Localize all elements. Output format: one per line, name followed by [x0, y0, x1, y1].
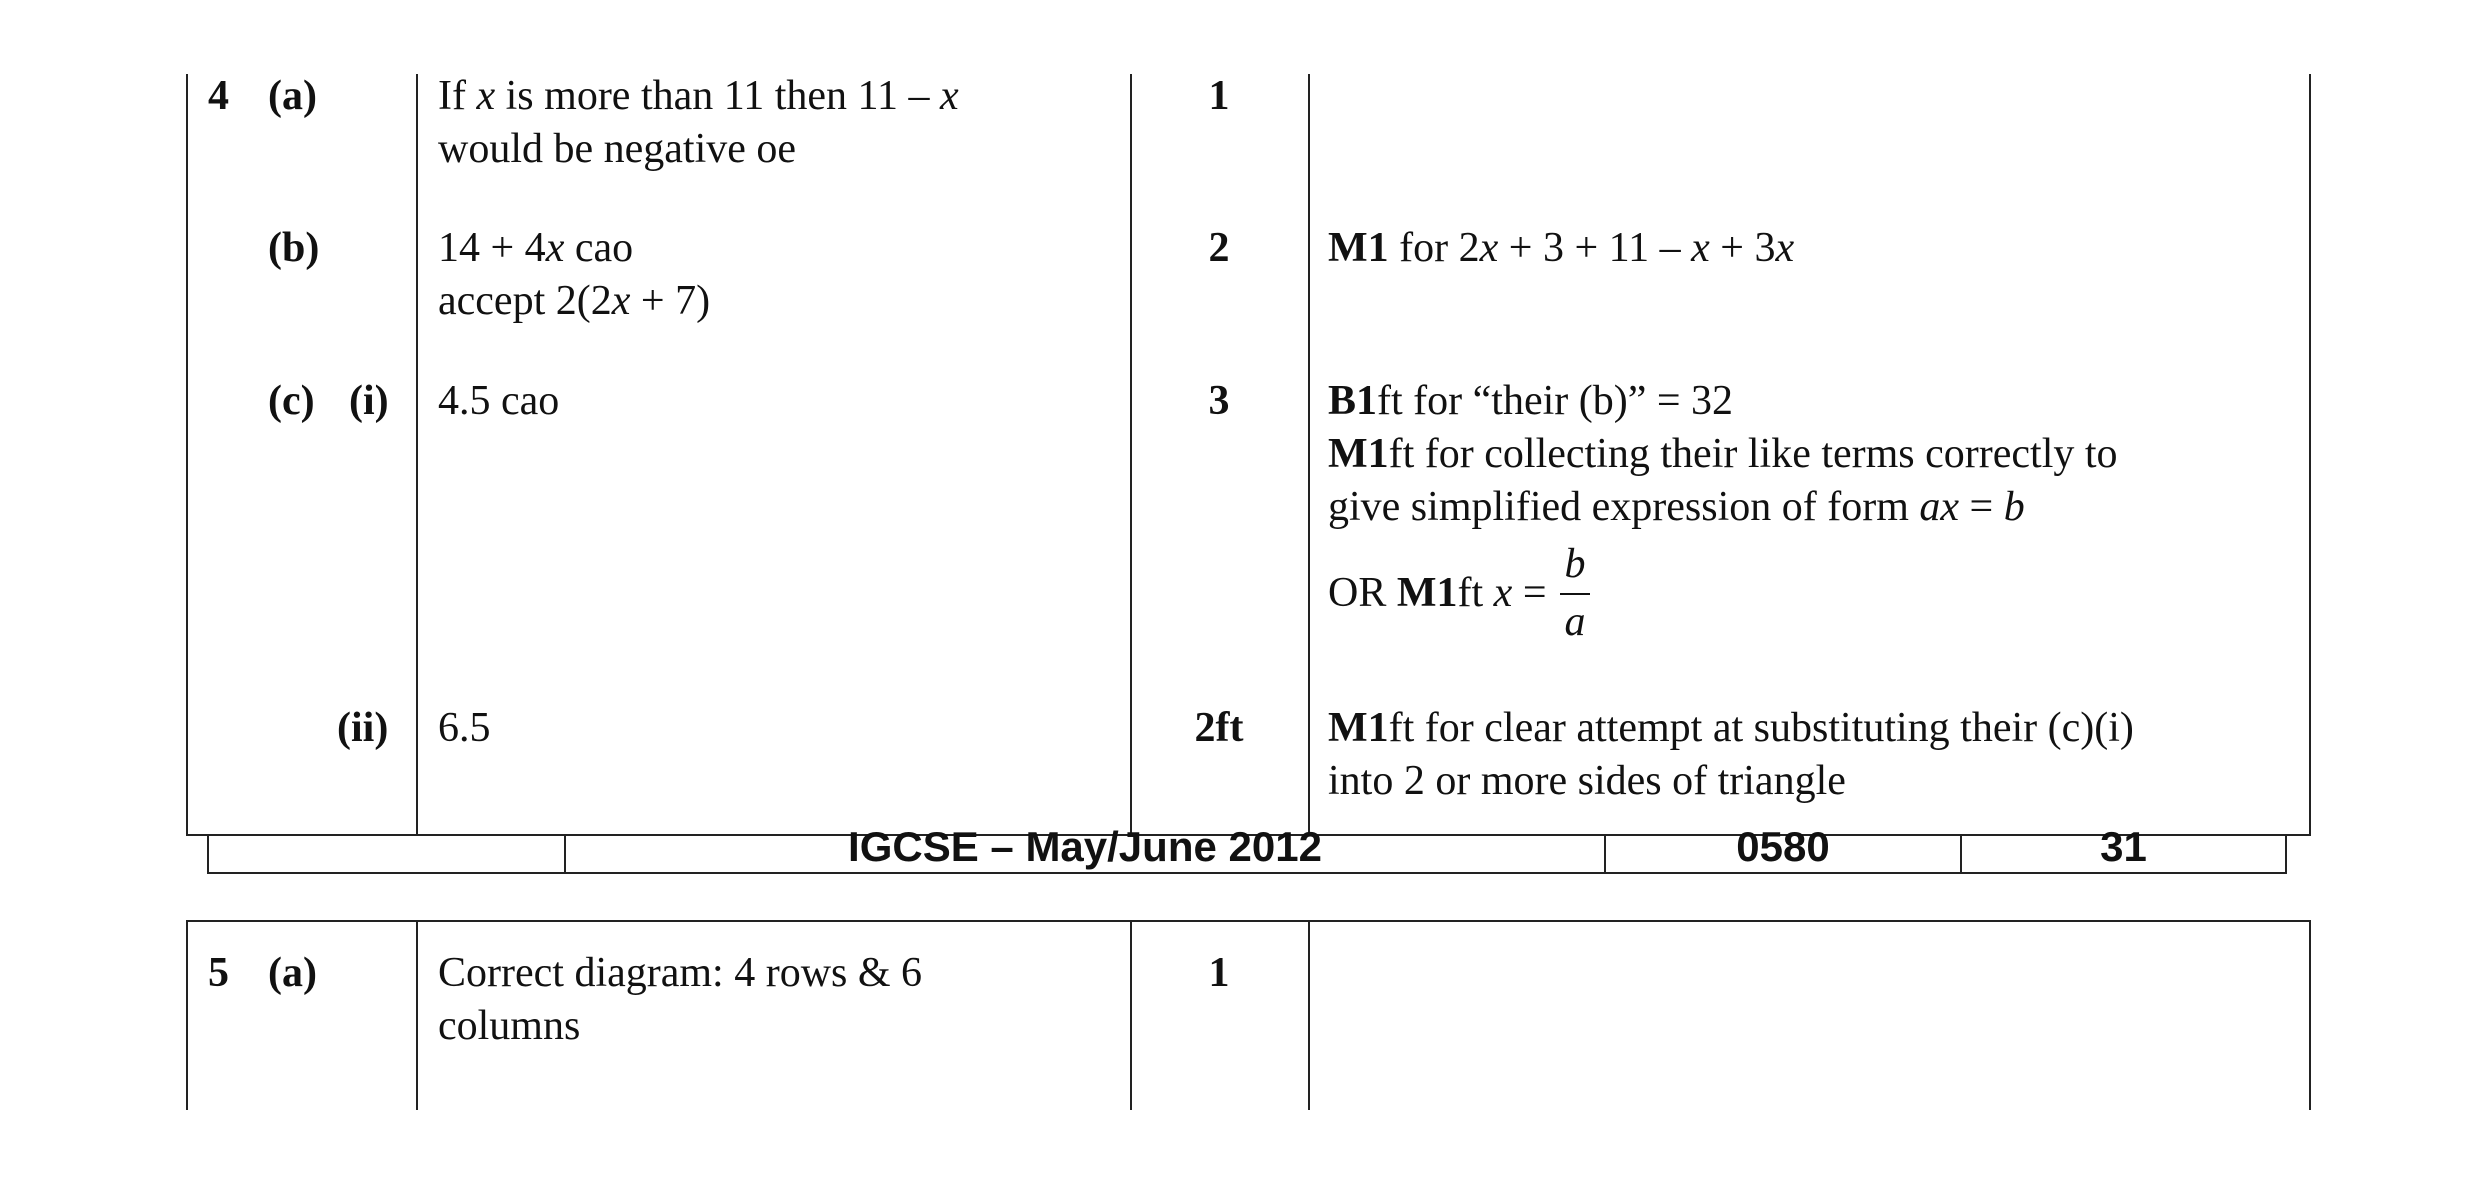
part-label-a: (a): [268, 73, 317, 119]
note-4b-var-2: x: [1691, 225, 1710, 271]
header-left-border: [207, 834, 209, 874]
table1-divider-1: [416, 74, 418, 836]
note-4ci-var-b: b: [2003, 484, 2025, 530]
answer-4b-text-2: cao: [564, 225, 634, 271]
answer-5a-line1: Correct diagram: 4 rows & 6: [438, 950, 923, 996]
table2-left-border: [186, 920, 188, 1110]
header-title: IGCSE – May/June 2012: [848, 823, 1322, 870]
mark-5a: 1: [1208, 950, 1230, 996]
note-4ci-mark-2: M1: [1328, 431, 1389, 477]
table2-divider-3: [1308, 920, 1310, 1110]
note-4b-text-3: + 3: [1709, 225, 1776, 271]
note-4ci-var-x: x: [1493, 569, 1513, 616]
question-number: 4: [208, 73, 229, 119]
table2-divider-1: [416, 920, 418, 1110]
note-4ci-mark-3: M1: [1396, 569, 1458, 616]
answer-5a-line2: columns: [438, 1003, 581, 1049]
answer-4a-line1: [438, 70, 959, 123]
mark-4cii: 2ft: [1194, 705, 1244, 751]
table2-right-border: [2309, 920, 2311, 1110]
answer-4a-line2: would be negative oe: [438, 126, 797, 172]
fraction-denominator: a: [1564, 599, 1586, 645]
note-4b-text-1: for 2: [1388, 225, 1480, 271]
answer-4b-line2: [438, 275, 710, 328]
part-label-b: (b): [268, 225, 320, 271]
mark-4ci: 3: [1208, 378, 1230, 424]
table1-right-border: [2309, 74, 2311, 836]
note-4ci-line2: [1328, 428, 2118, 481]
mark-4b: 2: [1208, 225, 1230, 271]
note-4b-var-3: x: [1775, 225, 1795, 271]
fraction-bar: [1560, 593, 1590, 595]
answer-4b-text-1: 14 + 4: [438, 225, 546, 271]
answer-4ci: 4.5 cao: [438, 378, 560, 424]
table1-left-border: [186, 74, 188, 836]
fraction-numerator: b: [1564, 541, 1586, 587]
subpart-label-i: (i): [349, 378, 389, 424]
note-4b: [1328, 222, 1794, 275]
answer-4b-accept-var: x: [611, 278, 631, 324]
question-number-5: 5: [208, 950, 229, 996]
note-4ci-or: OR: [1328, 569, 1397, 616]
mark-4a: 1: [1208, 73, 1230, 119]
header-syllabus: 0580: [1736, 823, 1830, 870]
answer-4a-var-2: x: [939, 73, 959, 119]
note-4b-var-1: x: [1479, 225, 1499, 271]
header-right-border: [2285, 834, 2287, 874]
note-4ci-equals-2: =: [1512, 569, 1547, 616]
note-4ci-var-ax: ax: [1919, 484, 1960, 530]
answer-4b-accept-1: accept 2(2: [438, 278, 612, 324]
note-4ci-mark-1: B1: [1328, 378, 1378, 424]
note-4ci-line3: [1328, 481, 2025, 534]
answer-4a-var-1: x: [476, 73, 496, 119]
part-label-5a: (a): [268, 950, 317, 996]
part-label-c: (c): [268, 378, 315, 424]
note-4cii-line2: into 2 or more sides of triangle: [1328, 758, 1846, 804]
note-4b-text-2: + 3 + 11 –: [1498, 225, 1692, 271]
answer-4b-accept-2: + 7): [630, 278, 711, 324]
answer-4b-var: x: [545, 225, 565, 271]
header-bottom-border: [207, 872, 2287, 874]
answer-4a-text-2: is more than 11 then 11 –: [495, 73, 940, 119]
answer-4b-line1: [438, 222, 633, 275]
answer-4cii: 6.5: [438, 705, 491, 751]
note-4ci-line1: [1328, 375, 1733, 428]
note-4ci-ft: ft: [1457, 569, 1494, 616]
note-4cii-mark: M1: [1328, 705, 1389, 751]
table2-top-border: [186, 920, 2311, 922]
answer-4a-text-1: If: [438, 73, 477, 119]
table1-divider-3: [1308, 74, 1310, 836]
note-4ci-line4: [1328, 538, 1593, 650]
note-4cii-text-1: ft for clear attempt at substituting their (c)(i): [1388, 705, 2134, 751]
note-4b-mark: M1: [1328, 225, 1389, 271]
header-paper: 31: [2100, 823, 2147, 870]
note-4cii-line1: [1328, 702, 2134, 755]
note-4ci-text-1: ft for “their (b)” = 32: [1377, 378, 1734, 424]
fraction-b-over-a: [1557, 538, 1593, 648]
note-4ci-text-2: ft for collecting their like terms correctly to: [1388, 431, 2118, 477]
subpart-label-ii: (ii): [337, 705, 389, 751]
note-4ci-text-3: give simplified expression of form: [1328, 484, 1920, 530]
note-4ci-equals: =: [1959, 484, 2004, 530]
